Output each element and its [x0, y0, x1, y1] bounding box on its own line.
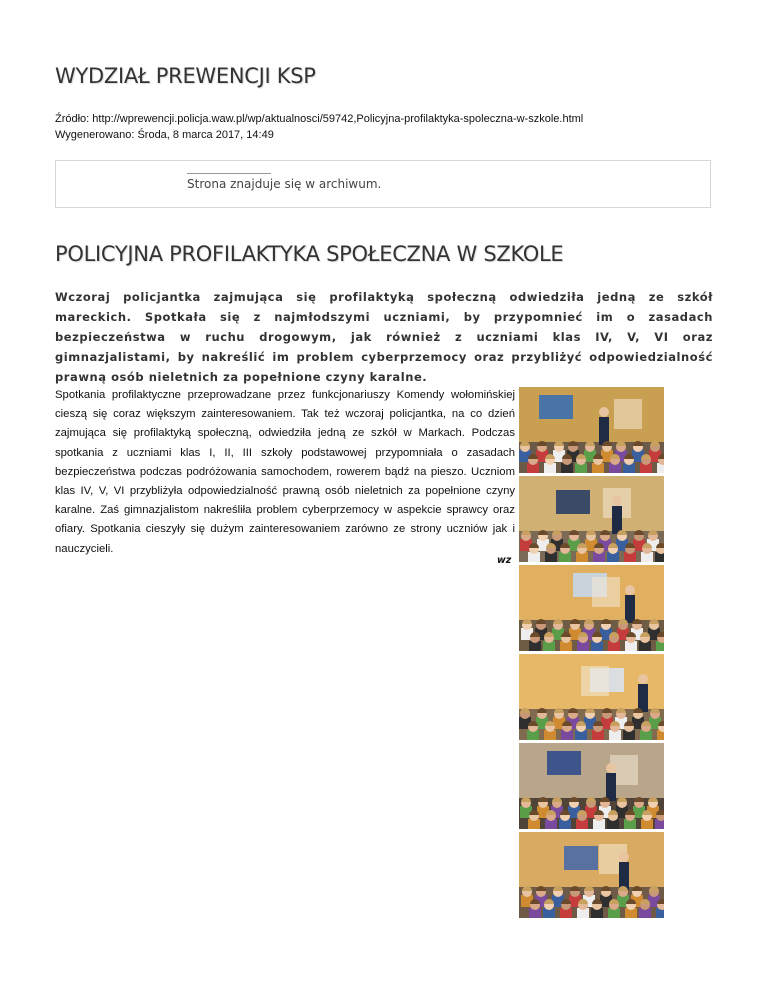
archive-notice-box — [55, 160, 711, 208]
archive-divider — [187, 173, 271, 174]
generated-line: Wygenerowano: Środa, 8 marca 2017, 14:49 — [55, 129, 274, 141]
source-line: Źródło: http://wprewencji.policja.waw.pl/wp/aktualnosci/59742,Policyjna-profilaktyka-spoleczna-w-szkole.html — [55, 113, 584, 125]
article-author: wz — [497, 555, 512, 566]
archive-notice: Strona znajduje się w archiwum. — [187, 177, 382, 191]
classroom-photo-2[interactable] — [519, 476, 664, 562]
classroom-photo-4[interactable] — [519, 654, 664, 740]
document-meta — [55, 111, 583, 143]
site-title: WYDZIAŁ PREWENCJI KSP — [55, 64, 316, 88]
article-body: Spotkania profilaktyczne przeprowadzane przez funkcjonariuszy Komendy wołomińskiej cieszą się coraz większym zainteresowaniem. Tak też wczoraj policjantka, na co dzień zajmująca się profilaktyką społeczną, odwiedziła jedną ze szkół w Markach. Podczas spotkania z uczniami klas I, II, III szkoły podstawowej przypomniała o zasadach bezpieczeństwa podczas podróżowania samochodem, rowerem bądź na pieszo. Uczniom klas IV, V, VI przybliżyła odpowiedzialność prawną osób nieletnich za popełnione czyny karalne. Zaś gimnazjalistom nakreśliła problem cyberprzemocy w aspekcie sprawcy oraz ofiary. Spotkania cieszyły się dużym zainteresowaniem zarówno ze strony uczniów jak i nauczycieli. — [55, 389, 515, 555]
article-lead: Wczoraj policjantka zajmująca się profilaktyką społeczną odwiedziła jedną ze szkół mareckich. Spotkała się z najmłodszymi uczniami, by przypomnieć im o zasadach bezpieczeństwa w ruchu drogowym, jak również z uczniami klas IV, V, VI oraz gimnazjalistami, by nakreślić im problem cyberprzemocy oraz przybliżyć odpowiedzialność prawną osób nieletnich za popełnione czyny karalne. — [55, 290, 713, 384]
classroom-photo-6[interactable] — [519, 832, 664, 918]
classroom-photo-3[interactable] — [519, 565, 664, 651]
article-title: POLICYJNA PROFILAKTYKA SPOŁECZNA W SZKOLE — [55, 242, 564, 266]
photo-gallery — [519, 387, 664, 921]
classroom-photo-5[interactable] — [519, 743, 664, 829]
classroom-photo-1[interactable] — [519, 387, 664, 473]
